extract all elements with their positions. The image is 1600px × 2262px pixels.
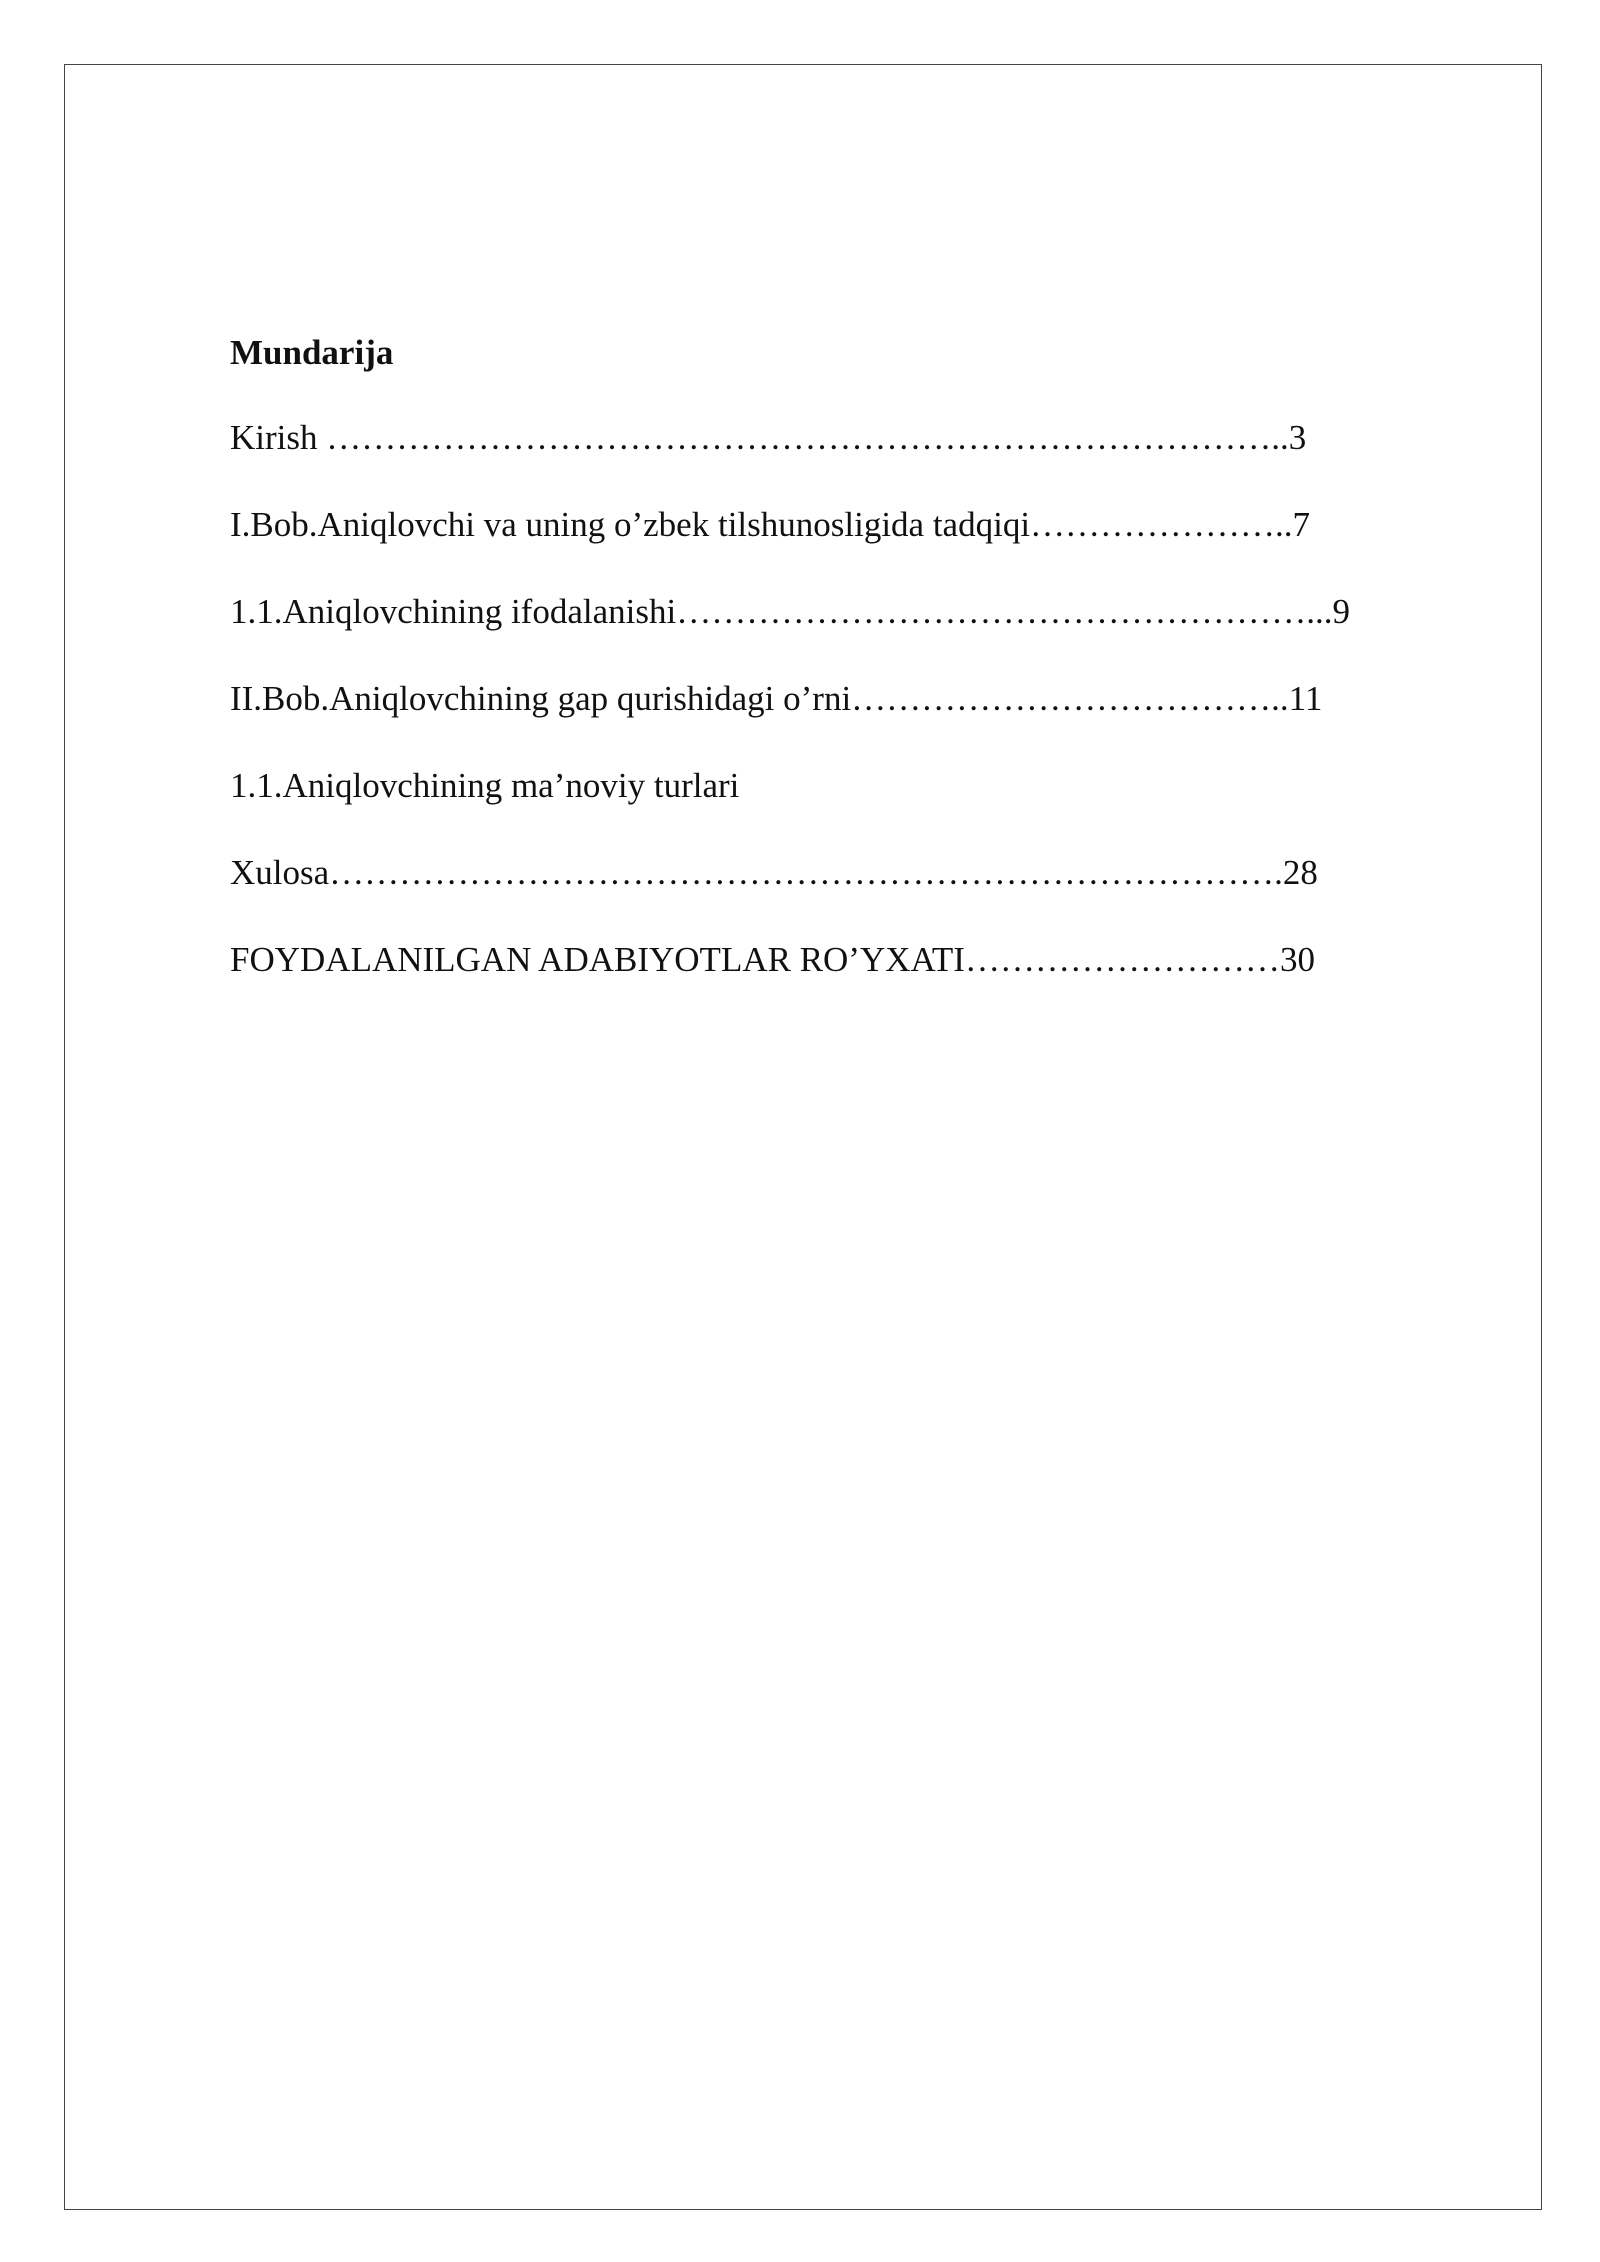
toc-entry-leader: ………………………………………………………………………. bbox=[329, 853, 1283, 892]
toc-entry-title: II.Bob.Aniqlovchining gap qurishidagi o’rni bbox=[230, 679, 852, 718]
toc-entry-title: Xulosa bbox=[230, 853, 330, 892]
toc-entry-page: 30 bbox=[1279, 940, 1315, 979]
toc-entry-leader: ………………………………………………………………………. bbox=[326, 418, 1280, 457]
toc-entry-page: .3 bbox=[1280, 418, 1307, 457]
toc-entry-leader: ……………………………….. bbox=[851, 679, 1289, 718]
toc-entry-kirish bbox=[230, 415, 1430, 460]
toc-entry-section-1-1 bbox=[230, 589, 1430, 634]
toc-entry-leader: ………………………………………………... bbox=[676, 592, 1333, 631]
toc-entry-page: 11 bbox=[1288, 679, 1323, 718]
toc-entry-bob-1 bbox=[230, 502, 1430, 547]
toc-entry-page: 9 bbox=[1332, 592, 1350, 631]
toc-entry-title: 1.1.Aniqlovchining ma’noviy turlari bbox=[230, 766, 740, 805]
toc-entry-bibliography bbox=[230, 937, 1430, 982]
toc-entry-title: Kirish bbox=[230, 418, 327, 457]
toc-entry-leader: ………………….. bbox=[1030, 505, 1293, 544]
toc-entry-bob-2 bbox=[230, 676, 1430, 721]
toc-heading: Mundarija bbox=[230, 333, 394, 372]
toc-entry-title: FOYDALANILGAN ADABIYOTLAR RO’YXATI bbox=[230, 940, 965, 979]
toc-entry-page: 28 bbox=[1282, 853, 1318, 892]
toc-entry-leader: ……………………… bbox=[964, 940, 1280, 979]
toc-entry-page: 7 bbox=[1292, 505, 1311, 544]
toc-entry-section-1-1-turlari bbox=[230, 763, 1430, 808]
toc-entry-xulosa bbox=[230, 850, 1430, 895]
table-of-contents bbox=[230, 330, 1430, 1024]
toc-entry-title: I.Bob.Aniqlovchi va uning o’zbek tilshunosligida tadqiqi bbox=[230, 505, 1031, 544]
toc-entry-title: 1.1.Aniqlovchining ifodalanishi bbox=[230, 592, 677, 631]
